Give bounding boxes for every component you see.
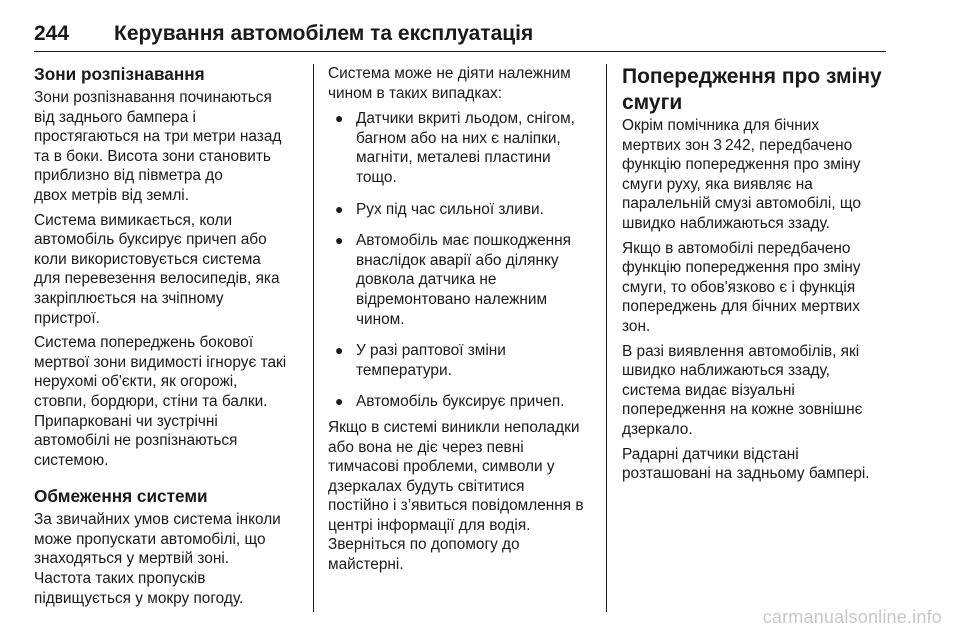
bullet-icon: ● xyxy=(335,232,344,249)
paragraph: Якщо в системі виникли неполадки або вона не діє через певні тимчасові проблеми, символи у дзеркалах будуть світитися постійно і з’явиться повідомлення в центрі інформації для водія. Зверніться по допомогу до майстерні. xyxy=(328,418,584,574)
paragraph: Система попереджень бокової мертвої зони видимості ігнорує такі нерухомі об'єкти, як огорожі, стовпи, бордюри, стіни та балки. Припарковані чи зустрічні автомобілі не розпізнаються системою. xyxy=(34,334,287,469)
column-divider-1 xyxy=(313,64,314,612)
page-reference-number: 242 xyxy=(724,136,751,154)
bullet-icon: ● xyxy=(335,342,344,359)
bullet-icon: ● xyxy=(335,393,344,410)
paragraph: За звичайних умов система інколи може пропускати автомобілі, що знаходяться у мертвій зоні. Частота таких пропусків підвищується у мокру погоду. xyxy=(34,511,281,607)
list-item-text: У разі раптової зміни температури. xyxy=(356,342,506,379)
list-item xyxy=(328,200,598,220)
column-divider-2 xyxy=(606,64,607,612)
column-1 xyxy=(34,64,304,613)
paragraph: Радарні датчики відстані розташовані на задньому бампері. xyxy=(622,445,870,483)
list-item-text: Автомобіль буксирує причеп. xyxy=(356,393,565,411)
paragraph: Якщо в автомобілі передбачено функцію попередження про зміну смуги, то обов'язково є і функція попереджень для бічних мертвих зон. xyxy=(622,239,861,335)
bullet-icon: ● xyxy=(335,110,344,127)
list-item-text: Датчики вкриті льодом, снігом, багном або на них є наліпки, магніти, металеві пластини тощо. xyxy=(356,110,575,186)
list-item xyxy=(328,231,598,329)
section-heading-system-limits: Обмеження системи xyxy=(34,486,208,507)
list-item-text: Автомобіль має пошкодження внаслідок аварії або ділянку довкола датчика не відремонтовано належним чином. xyxy=(356,232,571,328)
list-item xyxy=(328,109,598,187)
paragraph: Система вимикається, коли автомобіль буксирує причеп або коли використовується система для перевезення велосипедів, яка закріплюється на зчіпному пристрої. xyxy=(34,211,280,327)
page-reference-arrow-icon: 3 xyxy=(713,136,722,154)
watermark: carmanualsonline.info xyxy=(762,607,942,627)
page-number: 244 xyxy=(34,22,70,45)
header-divider xyxy=(34,51,886,52)
section-heading-lane-change-alert: Попередження про зміну смуги xyxy=(622,65,882,114)
list-item-text: Рух під час сильної зливи. xyxy=(356,200,544,218)
bullet-icon: ● xyxy=(335,200,344,217)
column-2 xyxy=(328,64,598,580)
paragraph: Система може не діяти належним чином в таких випадках: xyxy=(328,65,571,102)
section-heading-detection-zones: Зони розпізнавання xyxy=(34,64,205,84)
paragraph-text: , передбачено функцію попередження про зміну смуги руху, яка виявляє на паралельній смузі автомобілі, що швидко наближаються ззаду. xyxy=(622,136,861,232)
list-item xyxy=(328,341,598,380)
bullet-list xyxy=(328,109,598,412)
paragraph-with-cross-reference xyxy=(622,116,884,234)
paragraph: В разі виявлення автомобілів, які швидко наближаються ззаду, система видає візуальні попередження на кожне зовнішнє дзеркало. xyxy=(622,342,863,438)
chapter-title: Керування автомобілем та експлуатація xyxy=(114,22,534,45)
list-item xyxy=(328,392,598,412)
column-3 xyxy=(622,64,884,489)
paragraph-text: Окрім помічника для бічних мертвих зон xyxy=(622,117,820,154)
paragraph: Зони розпізнавання починаються від заднього бампера і простягаються на три метри назад та в боки. Висота зони становить приблизно від півметра до двох метрів від землі. xyxy=(34,89,282,204)
page-reference-link[interactable] xyxy=(713,137,750,154)
page-header xyxy=(34,22,886,50)
